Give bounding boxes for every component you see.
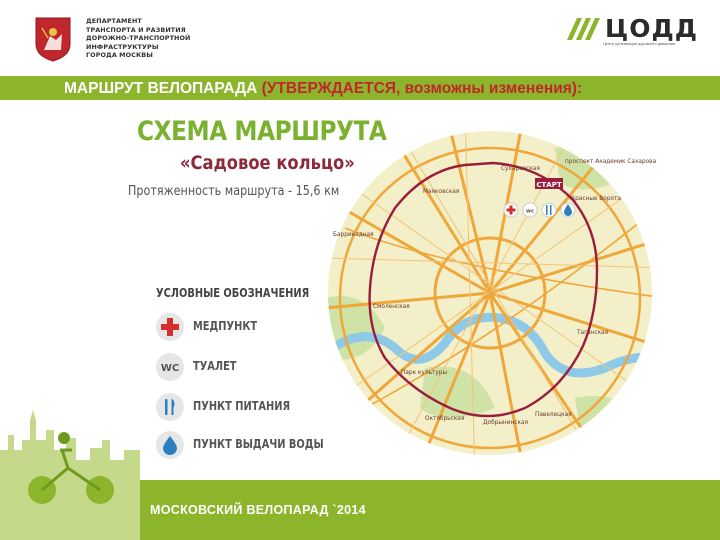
codd-logo-text: ЦОДД (605, 14, 698, 43)
station-label: Баррикадная (333, 232, 374, 238)
legend-label-water: ПУНКТ ВЫДАЧИ ВОДЫ (193, 437, 324, 451)
station-label: Парк культуры (401, 370, 448, 376)
title-accent: (УТВЕРЖДАЕТСЯ, возможны изменения): (261, 80, 583, 97)
medical-cross-icon (507, 209, 516, 212)
cyclist-head (58, 432, 70, 444)
department-name: ДЕПАРТАМЕНТ ТРАНСПОРТА И РАЗВИТИЯ ДОРОЖНО-ТРАНСПОРТНОЙ ИНФРАСТРУКТУРЫ ГОРОДА МОСКВЫ (86, 17, 191, 60)
wc-icon (155, 352, 185, 382)
start-label: СТАРТ (536, 181, 562, 189)
route-map (325, 108, 665, 478)
scheme-subtitle: «Садовое кольцо» (180, 152, 355, 174)
food-icon (542, 203, 556, 217)
legend-label-food: ПУНКТ ПИТАНИЯ (193, 399, 291, 413)
svg-text:WC: WC (160, 363, 180, 374)
station-label: Смоленская (373, 304, 410, 310)
station-label: Павелецкая (535, 412, 572, 418)
food-icon (546, 205, 548, 215)
station-label: проспект Академик Сахарова (565, 159, 657, 165)
title-main: МАРШРУТ ВЕЛОПАРАДА (64, 80, 262, 97)
food-icon (550, 205, 552, 215)
legend-label-medical: МЕДПУНКТ (193, 319, 258, 333)
station-label: Маяковская (423, 189, 460, 195)
wc-marker-label: wc (525, 208, 535, 215)
route-length: Протяженность маршрута - 15,6 км (128, 184, 340, 199)
park-area (575, 396, 645, 438)
legend-title: УСЛОВНЫЕ ОБОЗНАЧЕНИЯ (156, 286, 310, 300)
page-title (64, 80, 582, 98)
codd-stripes-icon (565, 16, 603, 42)
scheme-title: СХЕМА МАРШРУТА (137, 116, 387, 147)
codd-logo (565, 14, 698, 54)
station-label: Красные Ворота (571, 196, 621, 202)
moscow-crest-icon (34, 16, 72, 62)
station-label: Октябрьская (425, 416, 465, 422)
footer-text: МОСКОВСКИЙ ВЕЛОПАРАД `2014 (150, 503, 366, 517)
station-label: Таганская (577, 330, 609, 336)
legend-label-wc: ТУАЛЕТ (193, 359, 237, 373)
station-label: Добрынинская (483, 420, 528, 426)
station-label: Сухаревская (501, 166, 540, 172)
city-skyline-icon (0, 410, 160, 540)
medical-cross-icon (155, 312, 185, 342)
codd-subtitle: Центр организации дорожного движения (603, 42, 676, 46)
